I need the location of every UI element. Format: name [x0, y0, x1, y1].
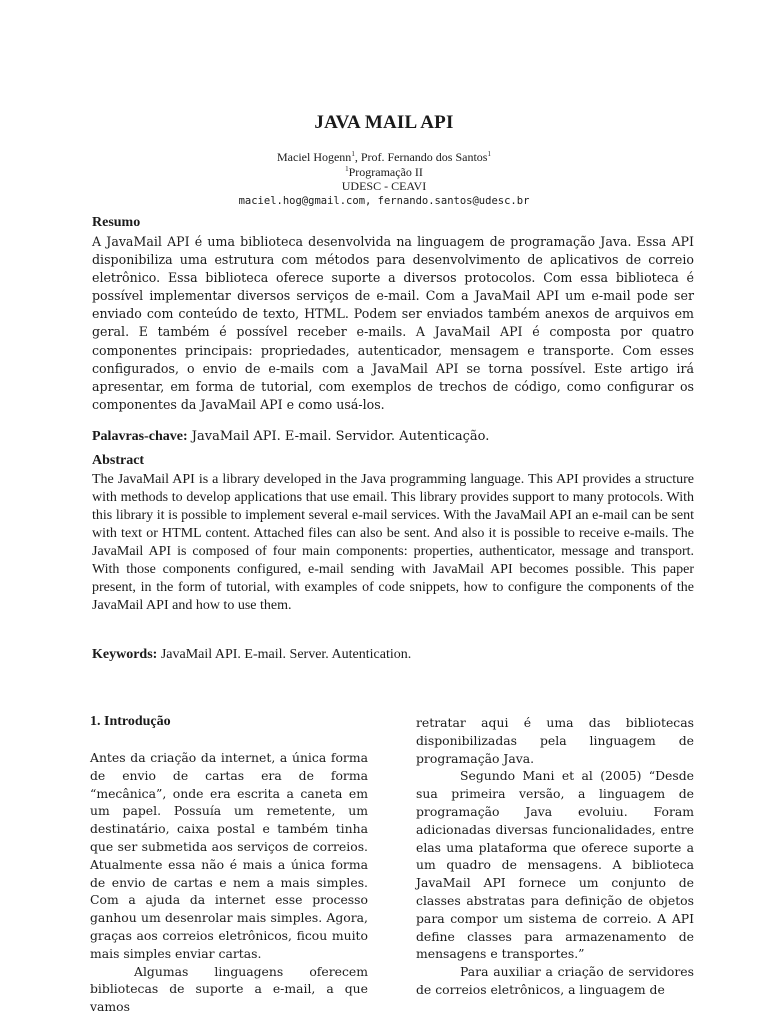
paper-title: JAVA MAIL API: [314, 112, 454, 133]
resumo-text: A JavaMail API é uma biblioteca desenvolvida na linguagem de programação Java. Essa API disponibiliza uma estrutura com métodos para desenvolvimento de aplicativos de correio eletrônico. Essa biblioteca oferece suporte a diversos protocolos. Com essa biblioteca é possível implementar diversos serviços de e-mail. Com a JavaMail API um e-mail pode ser enviado com conteúdo de texto, HTML. Podem ser enviados também anexos de arquivos em geral. E também é possível receber e-mails. A JavaMail API é composta por quatro componentes principais: propriedades, autenticador, mensagem e transporte. Com esses configurados, o envio de e-mails com a JavaMail API se torna possível. Este artigo irá apresentar, em forma de tutorial, com exemplos de trechos de código, como configurar os componentes da JavaMail API e como usá-los.: [92, 234, 694, 412]
left-column: [90, 749, 368, 1016]
intro-paragraph: Segundo Mani et al (2005) “Desde sua primeira versão, a linguagem de programação Java evoluiu. Foram adicionadas diversas funcionalidades, entre elas uma plataforma que oferece suporte a um quadro de mensagens. A biblioteca JavaMail API fornece um conjunto de classes abstratas para definição de objetos para compor um sistema de correio. A API define classes para armazenamento de mensagens e transportes.”: [416, 768, 694, 962]
palavras-chave: [92, 429, 694, 445]
author-name: Maciel Hogenn: [277, 150, 352, 164]
author-separator: ,: [354, 150, 361, 164]
intro-paragraph: Antes da criação da internet, a única forma de envio de cartas era de forma “mecânica”, onde era escrita a caneta em um papel. Possuía um remetente, um destinatário, caixa postal e também tinha que ser submetida aos serviços de correios. Atualmente essa não é mais a única forma de envio de cartas e nem a mais simples. Com a ajuda da internet esse processo ganhou um desenrolar mais simples. Agora, graças aos correios eletrônicos, ficou muito mais simples enviar cartas.: [90, 750, 368, 961]
affiliation-line: [0, 165, 768, 180]
affiliation-dept: Programação II: [348, 165, 423, 179]
author-name: Prof. Fernando dos Santos: [360, 150, 488, 164]
section-heading-introducao: 1. Introdução: [90, 714, 171, 729]
keywords-label: Keywords:: [92, 647, 158, 662]
resumo-heading: Resumo: [92, 215, 141, 230]
palavras-chave-text: JavaMail API. E-mail. Servidor. Autenticação.: [187, 429, 490, 444]
intro-paragraph: retratar aqui é uma das bibliotecas disponibilizadas pela linguagem de programação Java.: [416, 715, 694, 766]
abstract-text: The JavaMail API is a library developed in the Java programming language. This API provides a structure with methods to develop applications that use email. This library provides support to many protocols. With this library it is possible to implement several e-mail services. With the JavaMail API an e-mail can be sent with text or HTML content. Attached files can also be sent. And also it is possible to receive e-mails. The JavaMail API is composed of four main components: properties, authenticator, message and transport. With those components configured, e-mail sending with JavaMail API becomes possible. This paper present, in the form of tutorial, with examples of code snippets, how to configure the components of the JavaMail API and how to use them.: [92, 472, 694, 613]
affiliation-marker: 1: [345, 165, 349, 173]
right-column: [416, 714, 694, 999]
author-emails: maciel.hog@gmail.com, fernando.santos@udesc.br: [238, 195, 530, 207]
keywords-text: JavaMail API. E-mail. Server. Autentication.: [157, 647, 412, 662]
author-line: [0, 150, 768, 165]
keywords: [92, 647, 694, 663]
intro-paragraph: Algumas linguagens oferecem bibliotecas de suporte a e-mail, a que vamos: [90, 963, 368, 1015]
intro-paragraph: Para auxiliar a criação de servidores de correios eletrônicos, a linguagem de: [416, 964, 694, 997]
abstract-heading: Abstract: [92, 453, 145, 468]
affiliation-marker: 1: [351, 150, 355, 158]
palavras-chave-label: Palavras-chave:: [92, 429, 188, 444]
institution: UDESC - CEAVI: [341, 179, 427, 193]
affiliation-marker: 1: [487, 150, 491, 158]
